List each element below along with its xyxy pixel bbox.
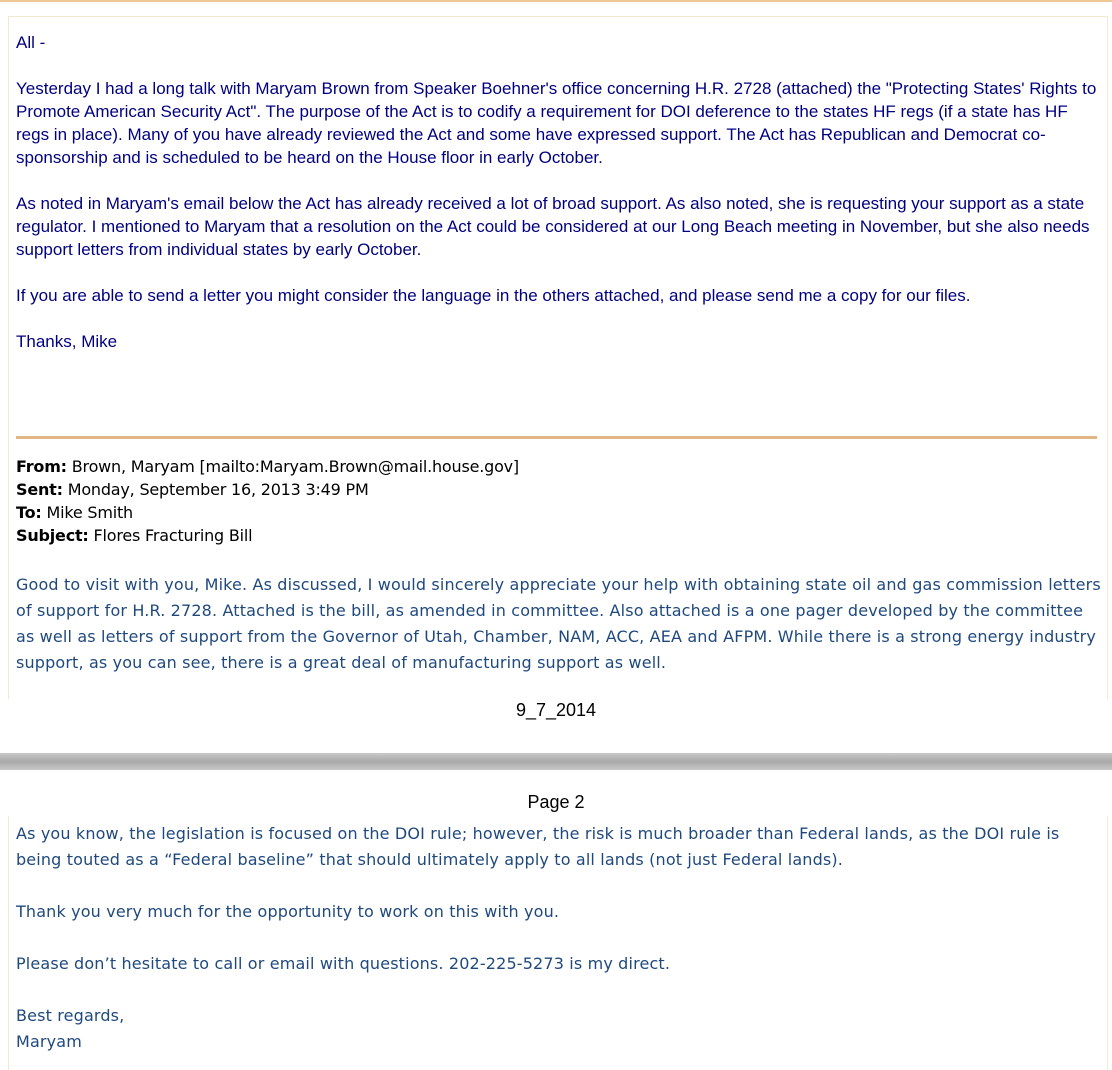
subject-line: [16, 524, 519, 547]
note-paragraph-1: Yesterday I had a long talk with Maryam Brown from Speaker Boehner's office concerning H.R. 2728 (attached) the "Protecting States' Rights to Promote American Security Act". The purpose of the Act is to codify a requirement for DOI deference to the states HF regs (if a state has HF regs in place). Many of you have already reviewed the Act and some have expressed support. The Act has Republican and Democrat co-sponsorship and is scheduled to be heard on the House floor in early October.: [16, 79, 1097, 167]
original-paragraph-2: As you know, the legislation is focused on the DOI rule; however, the risk is much broader than Federal lands, as the DOI rule is being touted as a “Federal baseline” that should ultimately apply to all lands (not just Federal lands).: [16, 824, 1060, 869]
original-paragraph-4: Please don’t hesitate to call or email with questions. 202-225-5273 is my direct.: [16, 954, 671, 973]
message-divider: [16, 436, 1097, 439]
note-signoff: Thanks, Mike: [16, 332, 118, 351]
note-paragraph-2: As noted in Maryam's email below the Act has already received a lot of broad support. As also noted, she is requesting your support as a state regulator. I mentioned to Maryam that a resolution on the Act could be considered at our Long Beach meeting in November, but she also needs support letters from individual states by early October.: [16, 194, 1090, 259]
sent-label: Sent:: [16, 480, 63, 499]
note-paragraph-3: If you are able to send a letter you might consider the language in the others attached, and please send me a copy for our files.: [16, 286, 971, 305]
from-line: [16, 455, 519, 478]
salutation: All -: [16, 33, 46, 52]
to-value: Mike Smith: [46, 503, 133, 522]
from-label: From:: [16, 457, 67, 476]
page-footer: 9_7_2014: [515, 700, 597, 720]
to-label: To:: [16, 503, 42, 522]
original-paragraph-3: Thank you very much for the opportunity to work on this with you.: [16, 902, 560, 921]
from-value: Brown, Maryam [mailto:Maryam.Brown@mail.house.gov]: [71, 457, 519, 476]
page-label: Page 2: [527, 792, 585, 812]
to-line: [16, 501, 519, 524]
original-paragraph-1: Good to visit with you, Mike. As discussed, I would sincerely appreciate your help with obtaining state oil and gas commission letters of support for H.R. 2728. Attached is the bill, as amended in committee. Also attached is a one pager developed by the committee as well as letters of support from the Governor of Utah, Chamber, NAM, ACC, AEA and AFPM. While there is a strong energy industry support, as you can see, there is a great deal of manufacturing support as well.: [16, 575, 1101, 672]
original-message-continued: [16, 821, 1104, 1055]
signature: Maryam: [16, 1032, 82, 1051]
page-separator: [0, 753, 1112, 770]
subject-value: Flores Fracturing Bill: [93, 526, 253, 545]
original-message-header: [16, 455, 519, 547]
forwarded-note: [16, 31, 1101, 376]
closing: Best regards,: [16, 1006, 125, 1025]
sent-line: [16, 478, 519, 501]
subject-label: Subject:: [16, 526, 89, 545]
sent-value: Monday, September 16, 2013 3:49 PM: [67, 480, 369, 499]
